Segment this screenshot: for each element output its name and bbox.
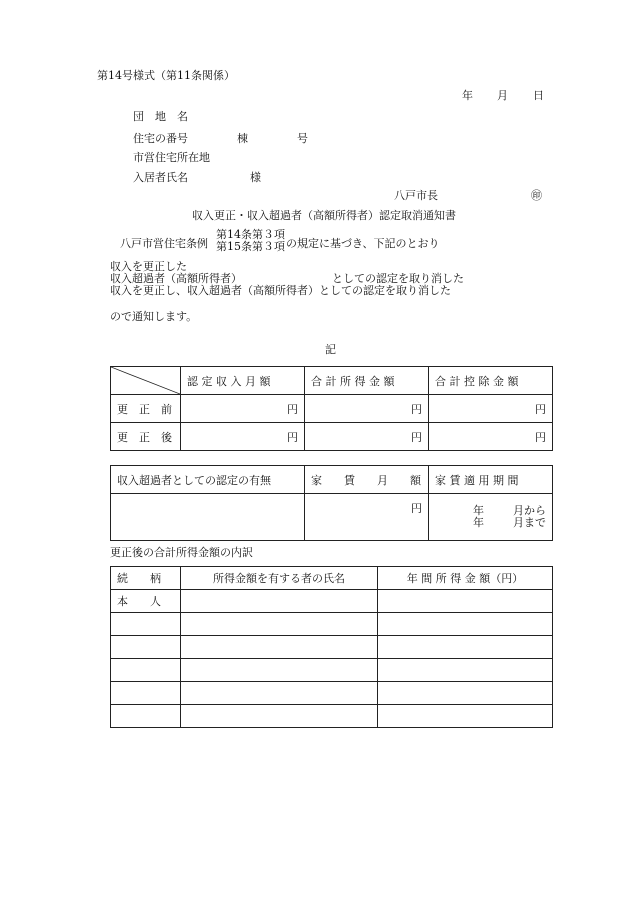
header-total-deduction: 合 計 控 除 金 額 xyxy=(429,367,553,395)
rent-table-header xyxy=(111,466,553,494)
header-annual-income: 年 間 所 得 金 額（円） xyxy=(378,567,553,590)
table-row xyxy=(111,682,553,705)
ordinance-name: 八戸市営住宅条例 xyxy=(120,237,208,250)
date-year: 年 xyxy=(462,89,473,102)
table-row xyxy=(111,659,553,682)
table-row xyxy=(111,705,553,728)
name-cell xyxy=(181,705,378,728)
rent-cell: 円 xyxy=(305,494,429,541)
income-table-header xyxy=(111,367,553,395)
closing-text: ので通知します。 xyxy=(110,310,198,323)
option-2-right: としての認定を取り消した xyxy=(332,272,464,285)
table-row xyxy=(111,590,553,613)
income-cell xyxy=(378,659,553,682)
form-number: 第14号様式（第11条関係） xyxy=(97,69,235,82)
option-2-left: 収入超過者（高額所得者） xyxy=(110,272,242,285)
breakdown-table-header xyxy=(111,567,553,590)
relationship-cell xyxy=(111,613,181,636)
resident-label: 入居者氏名 xyxy=(133,171,188,184)
header-rent-period: 家 賃 適 用 期 間 xyxy=(429,466,553,494)
relationship-cell xyxy=(111,659,181,682)
ki-heading: 記 xyxy=(325,343,336,356)
income-cell xyxy=(378,613,553,636)
table-row xyxy=(111,613,553,636)
name-cell xyxy=(181,590,378,613)
row-label-before: 更 正 前 xyxy=(111,395,181,423)
address-label: 市営住宅所在地 xyxy=(133,151,210,164)
period-to-year: 年 xyxy=(473,516,484,529)
option-3: 収入を更正し、収入超過者（高額所得者）としての認定を取り消した xyxy=(110,284,451,297)
row-label-after: 更 正 後 xyxy=(111,423,181,451)
diagonal-cell xyxy=(111,367,181,395)
basis-text: の規定に基づき、下記のとおり xyxy=(286,237,440,250)
relationship-cell xyxy=(111,705,181,728)
income-cell xyxy=(378,682,553,705)
complex-name-label: 団 地 名 xyxy=(133,110,188,123)
breakdown-table xyxy=(110,566,553,728)
table-row xyxy=(111,423,553,451)
yen-cell: 円 xyxy=(305,395,429,423)
header-monthly-rent: 家 賃 月 額 xyxy=(305,466,429,494)
period-to-month: 月まで xyxy=(513,516,546,529)
header-recognized-income: 認 定 収 入 月 額 xyxy=(181,367,305,395)
building-label: 棟 xyxy=(237,132,248,145)
header-earner-name: 所得金額を有する者の氏名 xyxy=(181,567,378,590)
excess-status-cell xyxy=(111,494,305,541)
name-cell xyxy=(181,636,378,659)
header-relationship: 続 柄 xyxy=(111,567,181,590)
article-option-a: 第14条第３項 xyxy=(216,228,285,241)
yen-cell: 円 xyxy=(429,423,553,451)
name-cell xyxy=(181,613,378,636)
mayor-name: 八戸市長 xyxy=(394,189,438,202)
yen-cell: 円 xyxy=(305,423,429,451)
option-1: 収入を更正した xyxy=(110,260,187,273)
rent-table xyxy=(110,465,553,541)
income-table xyxy=(110,366,553,451)
seal-mark: ㊞ xyxy=(531,189,542,202)
unit-number-label: 住宅の番号 xyxy=(133,132,188,145)
period-from-month: 月から xyxy=(513,504,546,517)
income-cell xyxy=(378,705,553,728)
yen-cell: 円 xyxy=(429,395,553,423)
date-month: 月 xyxy=(497,89,508,102)
row-label-self: 本 人 xyxy=(111,590,181,613)
period-from-year: 年 xyxy=(473,504,484,517)
header-total-income: 合 計 所 得 金 額 xyxy=(305,367,429,395)
period-cell xyxy=(429,494,553,541)
header-excess-status: 収入超過者としての認定の有無 xyxy=(111,466,305,494)
income-cell xyxy=(378,590,553,613)
yen-cell: 円 xyxy=(181,395,305,423)
date-day: 日 xyxy=(533,89,544,102)
relationship-cell xyxy=(111,636,181,659)
breakdown-title: 更正後の合計所得金額の内訳 xyxy=(110,546,253,559)
table-row xyxy=(111,494,553,541)
article-options xyxy=(216,229,285,253)
table-row xyxy=(111,395,553,423)
table-row xyxy=(111,636,553,659)
name-cell xyxy=(181,659,378,682)
number-label: 号 xyxy=(297,132,308,145)
honorific: 様 xyxy=(250,171,261,184)
income-cell xyxy=(378,636,553,659)
document-title: 収入更正・収入超過者（高額所得者）認定取消通知書 xyxy=(192,209,456,222)
name-cell xyxy=(181,682,378,705)
notice-options xyxy=(110,260,464,297)
yen-cell: 円 xyxy=(181,423,305,451)
article-option-b: 第15条第３項 xyxy=(216,240,285,253)
relationship-cell xyxy=(111,682,181,705)
